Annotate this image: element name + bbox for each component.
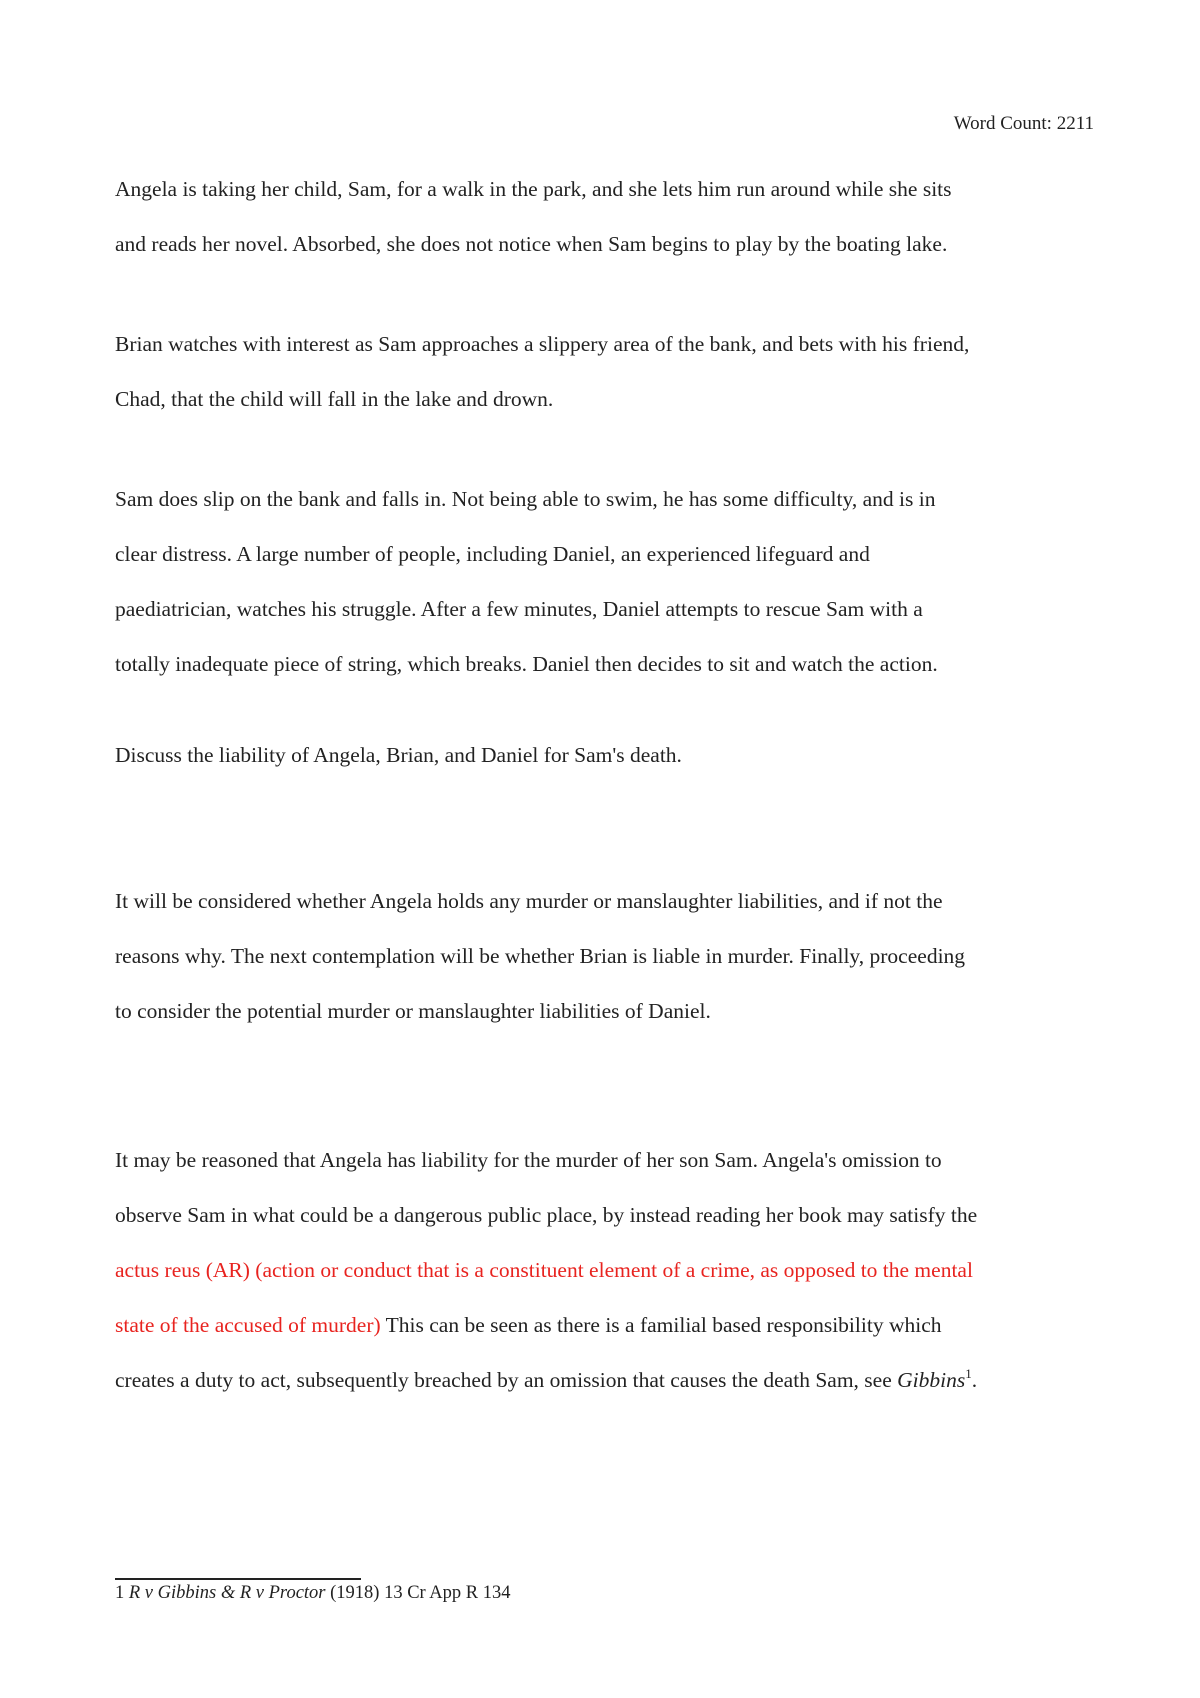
text-line [115, 1298, 1115, 1353]
text-line: paediatrician, watches his struggle. After a few minutes, Daniel attempts to rescue Sam with a [115, 597, 923, 621]
text-line: observe Sam in what could be a dangerous public place, by instead reading her book may satisfy the [115, 1203, 978, 1227]
case-name: Gibbins [897, 1368, 966, 1392]
text-line: It will be considered whether Angela holds any murder or manslaughter liabilities, and if not the [115, 889, 943, 913]
text-line: Discuss the liability of Angela, Brian, and Daniel for Sam's death. [115, 743, 682, 767]
question-paragraph-2 [115, 317, 1115, 427]
text-line: clear distress. A large number of people, including Daniel, an experienced lifeguard and [115, 542, 870, 566]
footnote-reference: 1 [965, 1366, 972, 1381]
text-segment: . [971, 1368, 978, 1392]
text-line: to consider the potential murder or manslaughter liabilities of Daniel. [115, 999, 711, 1023]
text-line: Chad, that the child will fall in the lake and drown. [115, 387, 554, 411]
text-line: reasons why. The next contemplation will be whether Brian is liable in murder. Finally, proceeding [115, 944, 966, 968]
text-line: and reads her novel. Absorbed, she does not notice when Sam begins to play by the boating lake. [115, 232, 948, 256]
footnote-case-name: R v Gibbins & R v Proctor [128, 1583, 326, 1603]
angela-paragraph [115, 1133, 1115, 1408]
text-line: totally inadequate piece of string, which breaks. Daniel then decides to sit and watch the action. [115, 652, 938, 676]
highlighted-definition-text: state of the accused of murder) [115, 1313, 381, 1337]
text-line: Sam does slip on the bank and falls in. Not being able to swim, he has some difficulty, and is in [115, 487, 936, 511]
word-count: Word Count: 2211 [953, 113, 1094, 134]
text-segment: creates a duty to act, subsequently breached by an omission that causes the death Sam, see [115, 1368, 898, 1392]
question-paragraph-4 [115, 728, 1115, 783]
text-line: Brian watches with interest as Sam approaches a slippery area of the bank, and bets with his friend, [115, 332, 970, 356]
text-line: Angela is taking her child, Sam, for a walk in the park, and she lets him run around while she sits [115, 177, 952, 201]
text-segment: This can be seen as there is a familial based responsibility which [380, 1313, 942, 1337]
footnote [115, 1581, 511, 1605]
text-line: It may be reasoned that Angela has liability for the murder of her son Sam. Angela's omission to [115, 1148, 942, 1172]
text-line [115, 1353, 1115, 1408]
question-paragraph-3 [115, 472, 1115, 692]
footnote-divider [115, 1578, 361, 1580]
footnote-citation: (1918) 13 Cr App R 134 [325, 1583, 511, 1603]
footnote-number: 1 [115, 1583, 129, 1603]
question-paragraph-1 [115, 162, 1115, 272]
intro-paragraph [115, 874, 1115, 1039]
highlighted-definition-line: actus reus (AR) (action or conduct that is a constituent element of a crime, as opposed to the mental [115, 1258, 973, 1282]
